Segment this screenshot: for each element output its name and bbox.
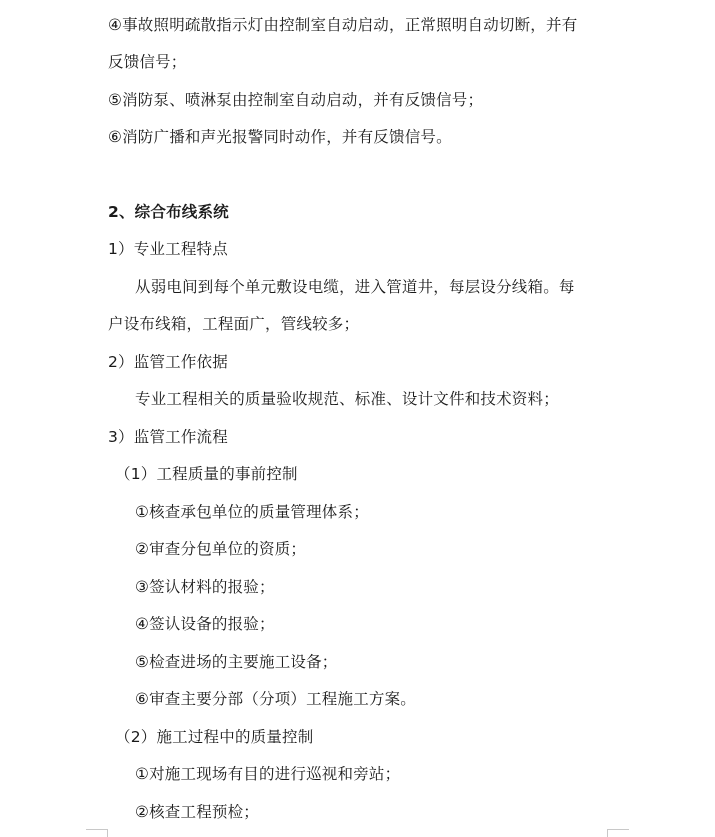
list-item: ①核查承包单位的质量管理体系； bbox=[135, 503, 369, 521]
paragraph-line: ⑥消防广播和声光报警同时动作，并有反馈信号。 bbox=[108, 128, 452, 146]
list-heading: （2）施工过程中的质量控制 bbox=[115, 728, 314, 746]
list-item: ⑤检查进场的主要施工设备； bbox=[135, 653, 338, 671]
paragraph-line: 专业工程相关的质量验收规范、标准、设计文件和技术资料； bbox=[135, 390, 559, 408]
page-corner-mark-right bbox=[607, 829, 629, 830]
list-item: ②审查分包单位的资质； bbox=[135, 540, 307, 558]
list-item: ③签认材料的报验； bbox=[135, 578, 275, 596]
paragraph-line: 反馈信号； bbox=[108, 53, 187, 71]
subsection-heading: 2）监管工作依据 bbox=[108, 353, 228, 371]
list-item: ②核查工程预检； bbox=[135, 803, 259, 821]
subsection-heading: 3）监管工作流程 bbox=[108, 428, 228, 446]
paragraph-line: ④事故照明疏散指示灯由控制室自动启动，正常照明自动切断，并有 bbox=[108, 16, 578, 34]
list-heading: （1）工程质量的事前控制 bbox=[115, 465, 298, 483]
section-heading: 2、综合布线系统 bbox=[108, 203, 229, 221]
subsection-heading: 1）专业工程特点 bbox=[108, 240, 228, 258]
paragraph-line: 从弱电间到每个单元敷设电缆，进入管道井，每层设分线箱。每 bbox=[135, 278, 575, 296]
page-corner-mark-left-v bbox=[107, 829, 108, 837]
page-corner-mark-right-v bbox=[607, 829, 608, 837]
list-item: ①对施工现场有目的进行巡视和旁站； bbox=[135, 765, 401, 783]
list-item: ⑥审查主要分部（分项）工程施工方案。 bbox=[135, 690, 416, 708]
paragraph-line: 户设布线箱，工程面广，管线较多； bbox=[108, 315, 360, 333]
page-corner-mark-left bbox=[86, 829, 108, 830]
list-item: ④签认设备的报验； bbox=[135, 615, 275, 633]
paragraph-line: ⑤消防泵、喷淋泵由控制室自动启动，并有反馈信号； bbox=[108, 91, 484, 109]
